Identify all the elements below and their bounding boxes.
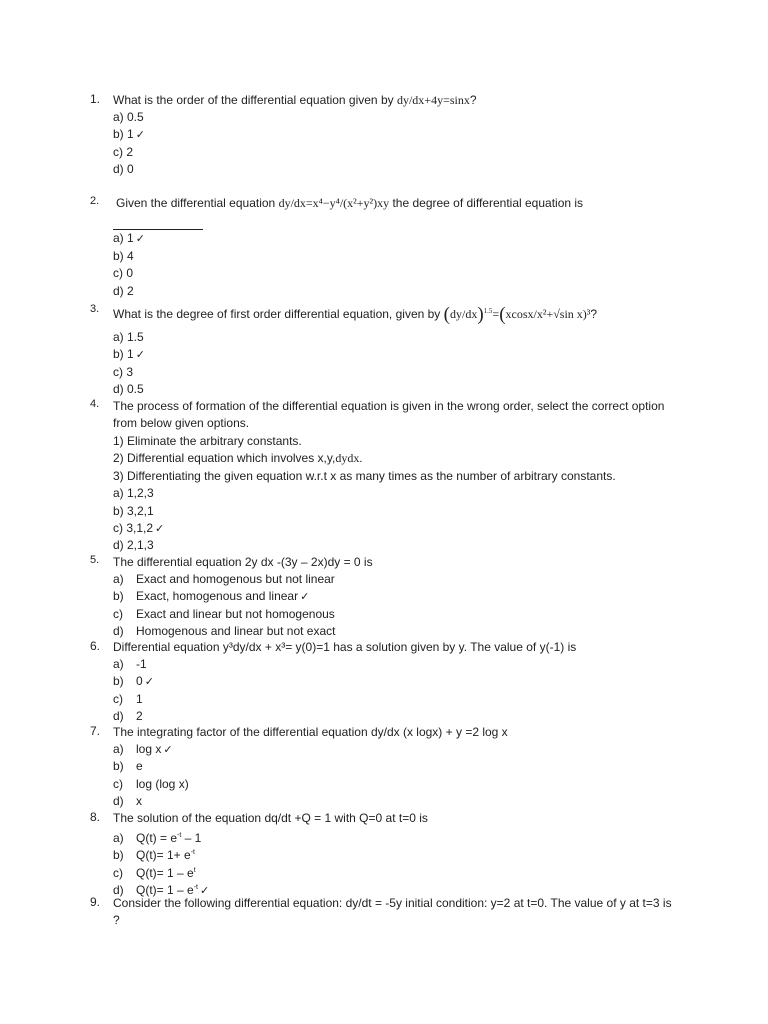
question-number: 8. [90, 810, 101, 824]
option-d[interactable]: d) Homogenous and linear but not exact [113, 624, 336, 639]
option-c[interactable]: c) 3,1,2 ✓ [113, 520, 165, 535]
answer-blank [113, 212, 203, 230]
equation: dy/dx=x⁴−y⁴/(x²+y²)xy [278, 196, 390, 210]
question-text: What is the order of the differential equation given by dy/dx+4y=sinx? [113, 93, 477, 107]
check-mark-icon: ✓ [144, 675, 154, 689]
question-number: 2. [90, 195, 100, 207]
question-number: 3. [90, 303, 100, 315]
option-list [113, 827, 209, 897]
check-mark-icon: ✓ [135, 128, 145, 142]
option-c[interactable]: c) 0 [113, 266, 134, 281]
option-list [113, 741, 191, 811]
option-b[interactable]: b) 3,2,1 [113, 503, 154, 518]
step-list [113, 433, 616, 555]
step-3: 3) Differentiating the given equation w.r.t x as many times as the number of arbitrary constants. [113, 468, 616, 483]
check-mark-icon: ✓ [135, 348, 145, 362]
question-text: Differential equation y³dy/dx + x³= y(0)=1 has a solution given by y. The value of y(-1) is [113, 640, 577, 654]
option-c[interactable]: c) $Q(t)= 1 - e^t$ [113, 865, 196, 880]
question-text: The solution of the equation dq/dt +Q = 1 with Q=0 at t=0 is [113, 811, 428, 825]
question-number: 9. [90, 895, 101, 909]
check-mark-icon: ✓ [199, 884, 210, 898]
question-number: 5. [90, 554, 100, 566]
option-b[interactable]: b) $Q(t)= 1+ e^{-t}$ [113, 848, 195, 863]
question-text: The differential equation 2y dx -(3y – 2x)dy = 0 is [113, 555, 373, 569]
option-c[interactable]: c) 2 [113, 144, 134, 159]
option-d[interactable]: d) x [113, 794, 142, 809]
question-text: What is the degree of first order differential equation, given by $(dy/dx)^{1.5}=(xcosx/x^2+√\sin$ x)³? [113, 304, 598, 325]
option-a[interactable]: a) log x ✓ [113, 742, 173, 756]
question-text: The process of formation of the differential equation is given in the wrong order, select the correct option from below given options. [113, 399, 665, 431]
option-list [113, 109, 146, 179]
option-a[interactable]: a) 1 ✓ [113, 231, 145, 246]
step-2: 2) Differential equation which involves x,y,dydx. [113, 451, 363, 466]
question-number: 4. [90, 398, 100, 410]
option-b[interactable]: b) 1 ✓ [113, 347, 145, 362]
option-list [113, 571, 337, 641]
option-a[interactable]: a) 1,2,3 [113, 486, 154, 501]
option-d[interactable]: d) 2 [113, 709, 143, 724]
option-a[interactable]: a) -1 [113, 657, 147, 671]
check-mark-icon: ✓ [135, 232, 145, 246]
option-list [113, 656, 154, 726]
option-a[interactable]: a) $Q(t) = e^{-t} - 1$ [113, 831, 202, 845]
option-d[interactable]: d) 2,1,3 [113, 538, 154, 553]
option-list [113, 329, 146, 399]
question-number: 7. [90, 724, 101, 738]
option-d[interactable]: d) 0 [113, 162, 134, 177]
option-b[interactable]: b) 1 ✓ [113, 127, 145, 142]
option-list [113, 212, 203, 300]
option-c[interactable]: c) 3 [113, 364, 134, 379]
option-d[interactable]: d) $Q(t)= 1 - e^{-t}$ ✓ [113, 883, 210, 898]
question-number: 1. [90, 92, 101, 106]
option-b[interactable]: b) 4 [113, 248, 134, 263]
option-c[interactable]: c) log (log x) [113, 776, 189, 791]
option-b[interactable]: b) e [113, 759, 143, 774]
option-c[interactable]: c) Exact and linear but not homogenous [113, 606, 335, 621]
option-c[interactable]: c) 1 [113, 691, 143, 706]
check-mark-icon: ✓ [300, 590, 310, 604]
option-d[interactable]: d) 2 [113, 283, 134, 298]
question-number: 6. [90, 639, 101, 653]
option-b[interactable]: b) 0 ✓ [113, 674, 154, 689]
question-text: Consider the following differential equation: dy/dt = -5y initial condition: y=2 at t=0. The value of y at t=3 is ? [113, 896, 672, 928]
question-text: The integrating factor of the differential equation dy/dx (x logx) + y =2 log x [113, 725, 508, 739]
equation: $(dy/dx)^{1.5}=(xcosx/x^2+√\sin$ x)³ [443, 304, 591, 325]
check-mark-icon: ✓ [155, 521, 165, 535]
option-a[interactable]: a) 1.5 [113, 330, 144, 344]
option-a[interactable]: a) Exact and homogenous but not linear [113, 572, 335, 586]
equation: dy/dx+4y=sinx [396, 93, 470, 107]
option-b[interactable]: b) Exact, homogenous and linear ✓ [113, 589, 310, 604]
option-d[interactable]: d) 0.5 [113, 382, 144, 397]
check-mark-icon: ✓ [163, 743, 173, 756]
step-1: 1) Eliminate the arbitrary constants. [113, 434, 302, 448]
question-text: Given the differential equation dy/dx=x⁴−y⁴/(x²+y²)xy the degree of differential equation is [116, 196, 584, 210]
option-a[interactable]: a) 0.5 [113, 110, 144, 124]
